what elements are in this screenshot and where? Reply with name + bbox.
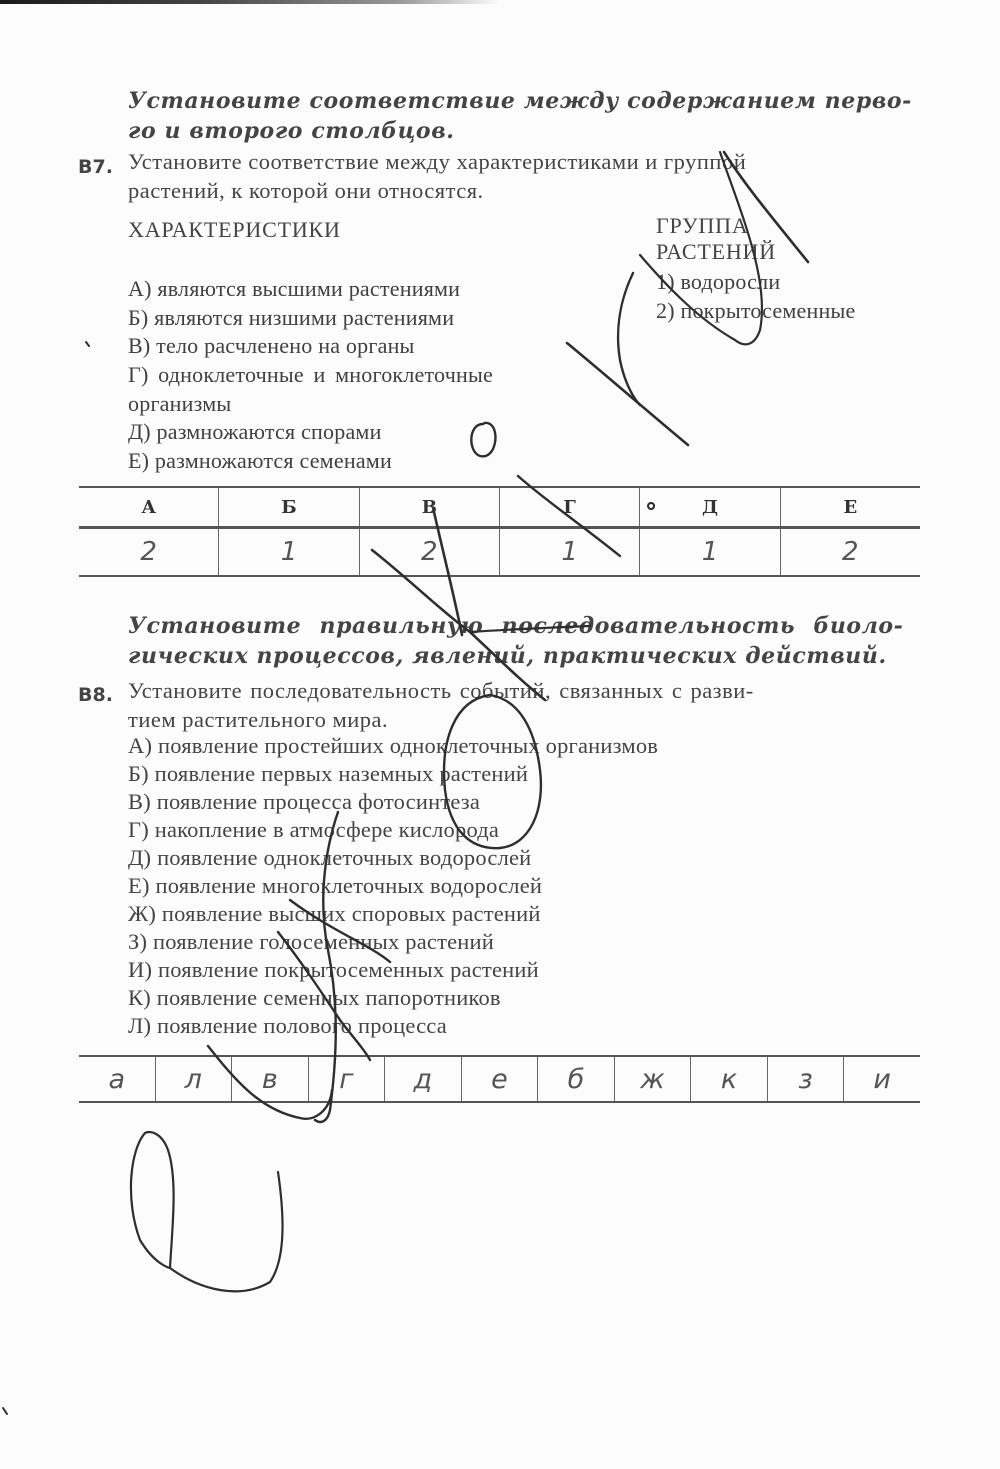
b7-col-header: Д — [640, 487, 780, 528]
b7-answer-table — [79, 486, 920, 577]
b8-answer-cell[interactable]: в — [232, 1056, 309, 1102]
characteristic-item: Е) размножаются семенами — [128, 448, 392, 474]
event-item: Ж) появление высших споровых растений — [128, 901, 541, 926]
b8-answer-cell[interactable]: г — [308, 1056, 385, 1102]
b7-instruction-line: Установите соответствие между содержанием перво- — [128, 88, 912, 114]
b7-col-header: Б — [219, 487, 359, 528]
characteristic-item: В) тело расчленено на органы — [128, 333, 415, 359]
event-item: Л) появление полового процесса — [128, 1013, 447, 1038]
event-item: З) появление голосеменных растений — [128, 929, 495, 954]
b7-answer-cell[interactable]: 1 — [499, 528, 639, 577]
b7-question-text — [128, 147, 928, 205]
b7-answer-cell[interactable]: 1 — [219, 528, 359, 577]
b7-instruction-line: го и второго столбцов. — [128, 118, 455, 144]
event-item: Е) появление многоклеточных водорослей — [128, 873, 543, 898]
event-item: А) появление простейших одноклеточных организмов — [128, 733, 659, 758]
plant-group-heading-line: РАСТЕНИЙ — [656, 239, 776, 264]
b7-answer-cell[interactable]: 2 — [780, 528, 920, 577]
question-number-b8: B8. — [78, 684, 113, 706]
event-item: Г) накопление в атмосфере кислорода — [128, 817, 500, 842]
b7-question-line: растений, к которой они относятся. — [128, 178, 484, 203]
event-item: Д) появление одноклеточных водорослей — [128, 845, 532, 870]
b8-answer-cell[interactable]: а — [79, 1056, 155, 1102]
characteristics-list — [128, 275, 493, 476]
pen-stroke — [567, 343, 688, 445]
b7-instruction — [128, 86, 912, 146]
pen-stroke — [618, 273, 640, 405]
b7-col-header: Е — [780, 487, 920, 528]
plant-group-heading — [656, 213, 776, 265]
b8-answer-cell[interactable]: д — [385, 1056, 462, 1102]
b7-answer-row — [79, 528, 920, 577]
b8-instruction-line: гических процессов, явлений, практических действий. — [128, 643, 887, 669]
characteristics-heading: ХАРАКТЕРИСТИКИ — [128, 217, 341, 242]
scanner-edge-artifact — [0, 0, 500, 4]
b7-col-header: А — [79, 487, 219, 528]
b8-answer-cell[interactable]: з — [767, 1056, 844, 1102]
characteristic-item: А) являются высшими растениями — [128, 276, 461, 301]
b7-answer-cell[interactable]: 2 — [79, 528, 219, 577]
b7-col-header: Г — [499, 487, 639, 528]
b8-question-text — [128, 676, 928, 734]
event-item: В) появление процесса фотосинтеза — [128, 789, 481, 814]
plant-groups-list — [656, 268, 855, 325]
event-item: И) появление покрытосеменных растений — [128, 957, 539, 982]
b7-answer-table-header-row — [79, 487, 920, 528]
b8-question-line: Установите последовательность событий, связанных с разви- — [128, 678, 754, 703]
event-item: К) появление семенных папоротников — [128, 985, 501, 1010]
question-number-b7: B7. — [78, 156, 113, 178]
b8-answer-cell[interactable]: ж — [614, 1056, 691, 1102]
b8-instruction — [128, 611, 903, 671]
event-item: Б) появление первых наземных растений — [128, 761, 529, 786]
b7-answer-cell[interactable]: 2 — [359, 528, 499, 577]
b8-answer-row — [79, 1056, 920, 1102]
scan-speck — [86, 342, 89, 346]
b8-question-line: тием растительного мира. — [128, 707, 389, 732]
plant-group-heading-line: ГРУППА — [656, 213, 749, 238]
b8-answer-cell[interactable]: е — [461, 1056, 538, 1102]
b8-instruction-line: Установите правильную последовательность биоло- — [128, 613, 904, 639]
b8-answer-cell[interactable]: к — [691, 1056, 768, 1102]
characteristic-item: Д) размножаются спорами — [128, 419, 382, 445]
events-list — [128, 732, 658, 1040]
b7-answer-cell[interactable]: 1 — [640, 528, 780, 577]
b8-answer-table — [79, 1055, 920, 1103]
b7-question-line: Установите соответствие между характеристиками и группой — [128, 149, 747, 174]
b7-col-header: В — [359, 487, 499, 528]
characteristic-item: Г) одноклеточные и многоклеточные — [128, 362, 493, 388]
characteristic-item: Б) являются низшими растениями — [128, 304, 455, 330]
pen-loop — [131, 1132, 283, 1291]
plant-group-item: 1) водоросли — [656, 269, 781, 294]
plant-group-item: 2) покрытосеменные — [656, 297, 856, 323]
b8-answer-cell[interactable]: и — [844, 1056, 920, 1102]
b8-answer-cell[interactable]: л — [155, 1056, 232, 1102]
b8-answer-cell[interactable]: б — [538, 1056, 615, 1102]
scan-speck — [3, 1408, 7, 1414]
characteristic-item-continuation: организмы — [128, 390, 232, 416]
